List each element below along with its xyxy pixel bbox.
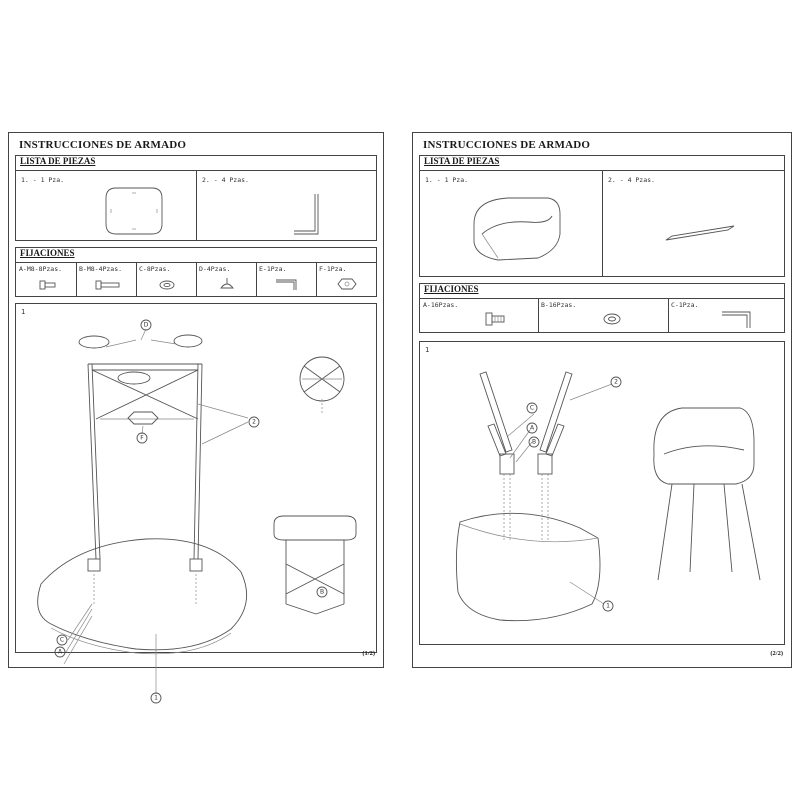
- part-1-label: 1. - 1 Pza.: [425, 176, 469, 184]
- fixing-c-label: C-8Pzas.: [139, 265, 171, 273]
- callout-2: [248, 416, 260, 428]
- sheet-title: INSTRUCCIONES DE ARMADO: [423, 139, 591, 151]
- glass-tabletop-icon: [104, 186, 164, 236]
- fixing-b-label: B-16Pzas.: [541, 301, 577, 309]
- part-1-label: 1. - 1 Pza.: [21, 176, 65, 184]
- callout-a: [54, 646, 66, 658]
- part-2-label: 2. - 4 Pzas.: [608, 176, 655, 184]
- fixings-heading: FIJACIONES: [424, 284, 479, 294]
- assembly-sheet-chair: [412, 132, 792, 668]
- callout-c: [526, 402, 538, 414]
- callout-d-text: D: [143, 321, 149, 329]
- fixings-heading: FIJACIONES: [20, 248, 75, 258]
- page-number: (1/2): [362, 650, 375, 657]
- chair-leg-icon: [664, 224, 736, 244]
- fixings-list: [15, 247, 377, 297]
- washer-icon: [602, 312, 622, 326]
- sheet-title: INSTRUCCIONES DE ARMADO: [19, 139, 187, 151]
- parts-list: [419, 155, 785, 277]
- fixing-e-label: E-1Pza.: [259, 265, 287, 273]
- allen-key-icon: [274, 276, 302, 292]
- callout-1-text: 1: [606, 602, 610, 610]
- callout-b-text: B: [319, 588, 325, 596]
- cross-connector-icon: [336, 277, 358, 291]
- step-1-panel: [419, 341, 785, 645]
- callout-d: [140, 319, 152, 331]
- callout-b-text: B: [531, 438, 537, 446]
- parts-heading: LISTA DE PIEZAS: [20, 156, 96, 166]
- callout-c-text: C: [529, 404, 535, 412]
- callout-f-text: F: [140, 434, 144, 442]
- callout-1: [150, 692, 162, 704]
- callout-1: [602, 600, 614, 612]
- assembly-sheet-table: [8, 132, 384, 702]
- fixing-a-label: A-16Pzas.: [423, 301, 459, 309]
- callout-2-text: 2: [614, 378, 618, 386]
- allen-key-icon: [720, 308, 756, 330]
- fixing-c-label: C-1Pza.: [671, 301, 699, 309]
- table-exploded-view: [16, 304, 378, 654]
- callout-2: [610, 376, 622, 388]
- callout-c-text: C: [59, 636, 65, 644]
- callout-b: [528, 436, 540, 448]
- fixings-list: [419, 283, 785, 333]
- suction-pad-icon: [218, 276, 236, 292]
- callout-a-text: A: [57, 648, 63, 656]
- bolt-icon: [484, 310, 508, 328]
- parts-heading: LISTA DE PIEZAS: [424, 156, 500, 166]
- bolt-icon: [38, 278, 58, 292]
- washer-icon: [158, 278, 176, 292]
- chair-seat-icon: [468, 194, 564, 264]
- callout-c: [56, 634, 68, 646]
- callout-1-text: 1: [154, 694, 158, 702]
- callout-f: [136, 432, 148, 444]
- callout-2-text: 2: [252, 418, 256, 426]
- callout-a-text: A: [529, 424, 535, 432]
- callout-a: [526, 422, 538, 434]
- long-bolt-icon: [94, 278, 122, 292]
- page-number: (2/2): [770, 650, 783, 657]
- fixing-d-label: D-4Pzas.: [199, 265, 231, 273]
- part-2-label: 2. - 4 Pzas.: [202, 176, 249, 184]
- parts-list: [15, 155, 377, 241]
- fixing-f-label: F-1Pza.: [319, 265, 347, 273]
- l-bracket-icon: [292, 192, 322, 238]
- step-number: 1: [425, 346, 430, 354]
- callout-b: [316, 586, 328, 598]
- fixing-b-label: B-M8-4Pzas.: [79, 265, 123, 273]
- step-number: 1: [21, 308, 26, 316]
- fixing-a-label: A-M8-8Pzas.: [19, 265, 63, 273]
